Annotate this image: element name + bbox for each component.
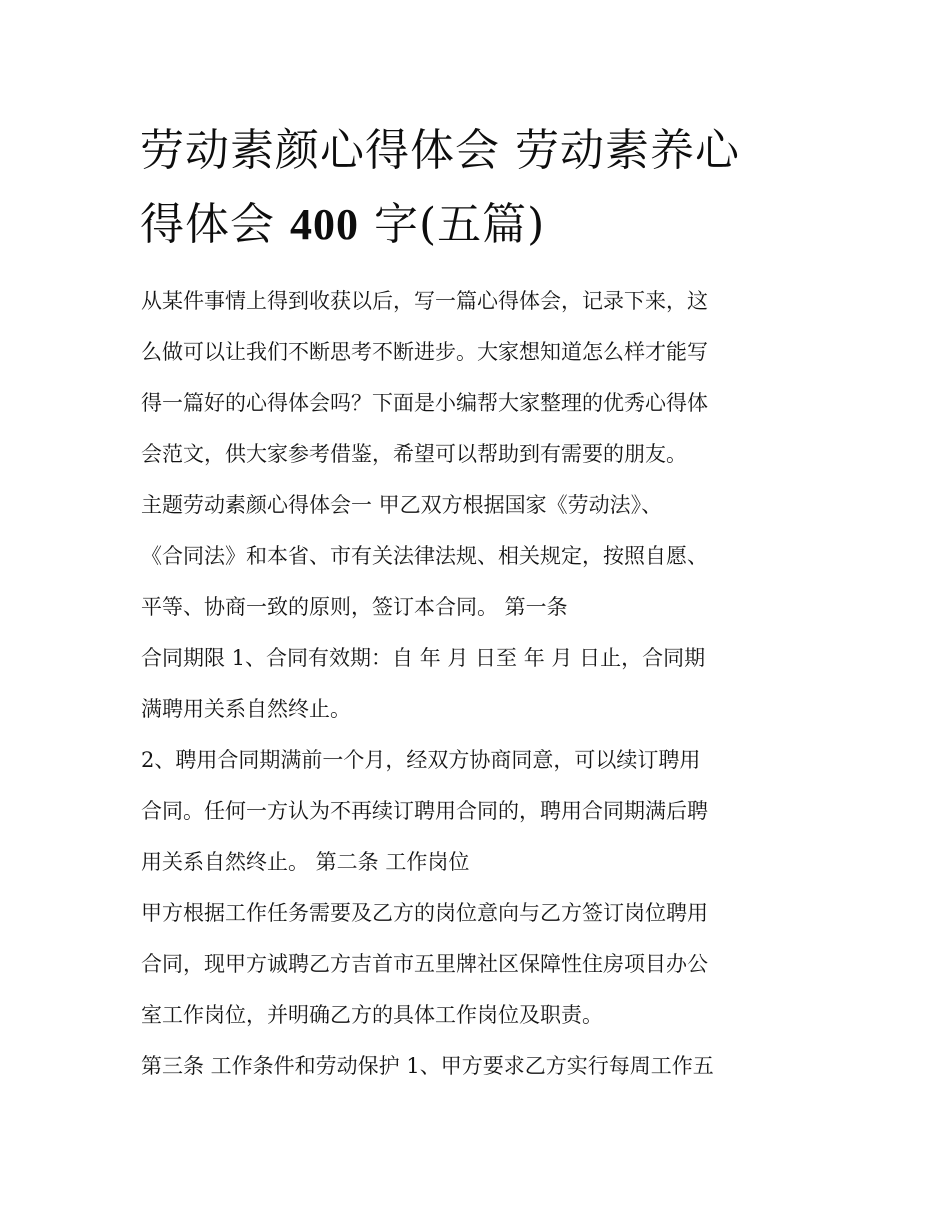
body-line: 用关系自然终止。 第二条 工作岗位: [141, 850, 470, 874]
title-line-2-number: 400: [290, 200, 359, 249]
body-line: 合同，现甲方诚聘乙方吉首市五里牌社区保障性住房项目办公: [141, 952, 708, 976]
title-line-2-suffix: 字(五篇): [374, 199, 546, 250]
body-line: 平等、协商一致的原则，签订本合同。 第一条: [141, 595, 568, 619]
document-body: [141, 276, 813, 1092]
body-line: 室工作岗位，并明确乙方的具体工作岗位及职责。: [141, 1003, 603, 1027]
body-line: 么做可以让我们不断思考不断进步。大家想知道怎么样才能写: [141, 340, 708, 364]
document-title: [140, 114, 820, 262]
body-line: 合同。任何一方认为不再续订聘用合同的，聘用合同期满后聘: [141, 799, 708, 823]
title-line-1: 劳动素颜心得体会 劳动素养心: [140, 125, 740, 176]
body-line: 合同期限 1、合同有效期：自 年 月 日至 年 月 日止，合同期: [141, 646, 706, 670]
title-line-2-prefix: 得体会: [140, 199, 275, 250]
body-line: 主题劳动素颜心得体会一 甲乙双方根据国家《劳动法》、: [141, 493, 663, 517]
body-line: 第三条 工作条件和劳动保护 1、甲方要求乙方实行每周工作五: [141, 1054, 714, 1078]
body-line: 甲方根据工作任务需要及乙方的岗位意向与乙方签订岗位聘用: [141, 901, 708, 925]
body-line: 会范文，供大家参考借鉴，希望可以帮助到有需要的朋友。: [141, 442, 687, 466]
body-line: 2、聘用合同期满前一个月，经双方协商同意，可以续订聘用: [141, 748, 701, 772]
body-line: 从某件事情上得到收获以后，写一篇心得体会，记录下来，这: [141, 289, 708, 313]
body-line: 《合同法》和本省、市有关法律法规、相关规定，按照自愿、: [141, 544, 708, 568]
body-line: 得一篇好的心得体会吗？下面是小编帮大家整理的优秀心得体: [141, 391, 708, 415]
body-line: 满聘用关系自然终止。: [141, 697, 351, 721]
